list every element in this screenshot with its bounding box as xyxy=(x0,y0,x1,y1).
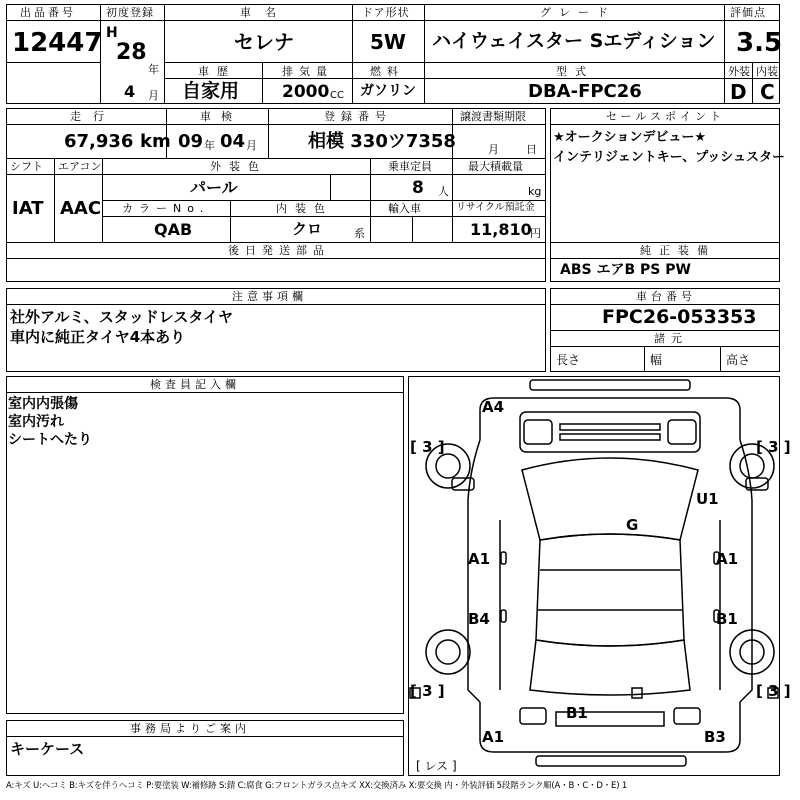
inspection-year: 09 xyxy=(178,131,204,152)
rear-lamp-right xyxy=(674,708,700,724)
legend: A:キズ U:ヘコミ B:キズを伴うヘコミ P:要塗装 W:補修跡 S:錆 C:腐食 G:フロントガラス点キズ XX:交換済み X:要交換 内・外装評価 5段階ランク順(A・B・C・D・E) 1 xyxy=(6,781,628,791)
chassis-label: 車台番号 xyxy=(636,290,696,303)
score: 3.5 xyxy=(736,28,783,58)
load-unit: kg xyxy=(528,185,542,198)
ext-grade: D xyxy=(730,80,747,104)
grade-label: グレード xyxy=(540,6,616,19)
front-lamp-right xyxy=(668,420,696,444)
lot-number: 12447 xyxy=(12,28,103,58)
color-no: QAB xyxy=(154,220,193,239)
fuel-label: 燃料 xyxy=(370,65,404,78)
ac-label: エアコン xyxy=(58,160,102,173)
mileage-label: 走行 xyxy=(70,110,116,123)
int-color: クロ xyxy=(292,220,323,238)
office-note: キーケース xyxy=(10,740,85,758)
car-name: セレナ xyxy=(234,30,294,54)
front-grille-slot xyxy=(560,424,660,430)
rear-window xyxy=(530,640,690,695)
capacity-unit: 人 xyxy=(438,185,449,198)
office-label: 事務局よりご案内 xyxy=(130,722,250,735)
mileage: 67,936 xyxy=(64,131,134,152)
inspection-month: 04 xyxy=(220,131,246,152)
int-grade: C xyxy=(760,80,775,104)
first-reg-label: 初度登録 xyxy=(106,6,154,19)
inspector-note-3: シートへたり xyxy=(8,432,92,448)
displacement: 2000 xyxy=(282,82,330,102)
damage-u1: U1 xyxy=(696,490,719,508)
lot-label: 出品番号 xyxy=(20,6,76,19)
spare-tire: [ レス ] xyxy=(416,759,457,773)
fuel: ガソリン xyxy=(360,83,416,99)
inspector-note-2: 室内汚れ xyxy=(8,414,64,430)
equip-label: 純正装備 xyxy=(640,244,716,257)
sales-point-1: ★オークションデビュー★ xyxy=(553,130,707,145)
caution-2: 車内に純正タイヤ4本あり xyxy=(10,328,186,346)
front-grille xyxy=(520,412,700,452)
disp-unit: CC xyxy=(330,90,344,101)
ext-label: 外装 xyxy=(728,65,750,78)
model-label: 型式 xyxy=(556,65,594,78)
rear-bumper xyxy=(536,756,686,766)
chassis-number: FPC26-053353 xyxy=(602,306,757,328)
corner-mark xyxy=(632,688,642,698)
tire-front-left-inner xyxy=(436,454,460,478)
transfer-month-unit: 月 xyxy=(488,143,499,156)
recycle-unit: 円 xyxy=(530,227,541,240)
damage-b3: B3 xyxy=(704,728,726,746)
inspector-label: 検査員記入欄 xyxy=(150,378,240,391)
damage-a1-rear: A1 xyxy=(482,728,505,746)
length-label: 長さ xyxy=(556,353,581,367)
tire-tread-rear-right: [ 3 ] xyxy=(756,682,791,700)
shift: IAT xyxy=(12,198,44,219)
equipment: ABS エアB PS PW xyxy=(560,262,691,278)
recycle: 11,810 xyxy=(470,220,532,239)
front-grille-slot xyxy=(560,434,660,440)
damage-a1-left: A1 xyxy=(468,550,491,568)
caution-label: 注意事項欄 xyxy=(232,290,307,303)
damage-g: G xyxy=(626,516,639,534)
inspection-label: 車検 xyxy=(200,110,242,123)
later-parts-label: 後日発送部品 xyxy=(228,244,330,257)
grade: ハイウェイスター Sエディション xyxy=(432,30,716,52)
int-color-label: 内装色 xyxy=(276,202,333,215)
history-label: 車歴 xyxy=(198,65,236,78)
tire-rear-left-inner xyxy=(436,640,460,664)
era: H xyxy=(106,25,118,41)
sales-label: セールスポイント xyxy=(606,110,726,123)
door: 5W xyxy=(370,30,406,54)
rear-lamp-left xyxy=(520,708,546,724)
sales-point-2: インテリジェントキー、プッシュスター xyxy=(553,150,786,165)
inspection-month-unit: 月 xyxy=(246,139,257,152)
int-label: 内装 xyxy=(756,65,778,78)
damage-b1-rear: B1 xyxy=(566,704,588,722)
score-label: 評価点 xyxy=(730,6,766,19)
front-lamp-left xyxy=(524,420,552,444)
int-color-unit: 系 xyxy=(354,227,365,240)
tire-front-right-inner xyxy=(740,454,764,478)
load-label: 最大積載量 xyxy=(468,160,523,173)
disp-label: 排気量 xyxy=(282,65,333,78)
color-label: 外装色 xyxy=(210,160,267,173)
car-name-label: 車名 xyxy=(240,6,290,19)
damage-b1-right: B1 xyxy=(716,610,738,628)
height-label: 高さ xyxy=(726,353,751,367)
tire-tread-front-left: [ 3 ] xyxy=(410,438,445,456)
color-no-label: カラーNo. xyxy=(122,202,210,215)
inspector-note-1: 室内内張傷 xyxy=(8,396,78,412)
tire-rear-left xyxy=(426,630,470,674)
dims-label: 諸元 xyxy=(654,332,688,345)
tire-tread-rear-left: [ 3 ] xyxy=(410,682,445,700)
capacity-label: 乗車定員 xyxy=(388,160,432,173)
recycle-label: リサイクル預託金 xyxy=(456,202,535,213)
history: 自家用 xyxy=(182,80,240,102)
model: DBA-FPC26 xyxy=(528,81,642,102)
windshield xyxy=(522,458,698,540)
inspection-year-unit: 年 xyxy=(204,139,215,152)
width-label: 幅 xyxy=(650,353,663,367)
door-handle xyxy=(501,552,506,564)
year-unit: 年 xyxy=(148,63,159,76)
damage-b4: B4 xyxy=(468,610,490,628)
damage-a1-right: A1 xyxy=(716,550,739,568)
caution-1: 社外アルミ、スタッドレスタイヤ xyxy=(10,308,234,326)
ac: AAC xyxy=(60,198,102,219)
damage-a4: A4 xyxy=(482,398,505,416)
transfer-label: 譲渡書類期限 xyxy=(460,110,526,123)
color: パール xyxy=(190,178,238,197)
import-label: 輸入車 xyxy=(388,202,421,215)
front-bumper xyxy=(530,380,690,390)
reg-label: 登録番号 xyxy=(324,110,392,123)
registration: 相模 330ツ7358 xyxy=(308,131,456,152)
capacity: 8 xyxy=(412,178,424,198)
door-label: ドア形状 xyxy=(362,6,410,19)
first-reg-month: 4 xyxy=(124,82,136,101)
transfer-day-unit: 日 xyxy=(526,143,537,156)
shift-label: シフト xyxy=(10,160,43,173)
mileage-unit: km xyxy=(140,131,171,152)
roof xyxy=(536,534,684,646)
first-reg-year: 28 xyxy=(116,40,147,65)
rear-body-outline xyxy=(480,702,740,752)
month-unit: 月 xyxy=(148,89,159,102)
door-handle xyxy=(501,610,506,622)
tire-tread-front-right: [ 3 ] xyxy=(756,438,791,456)
